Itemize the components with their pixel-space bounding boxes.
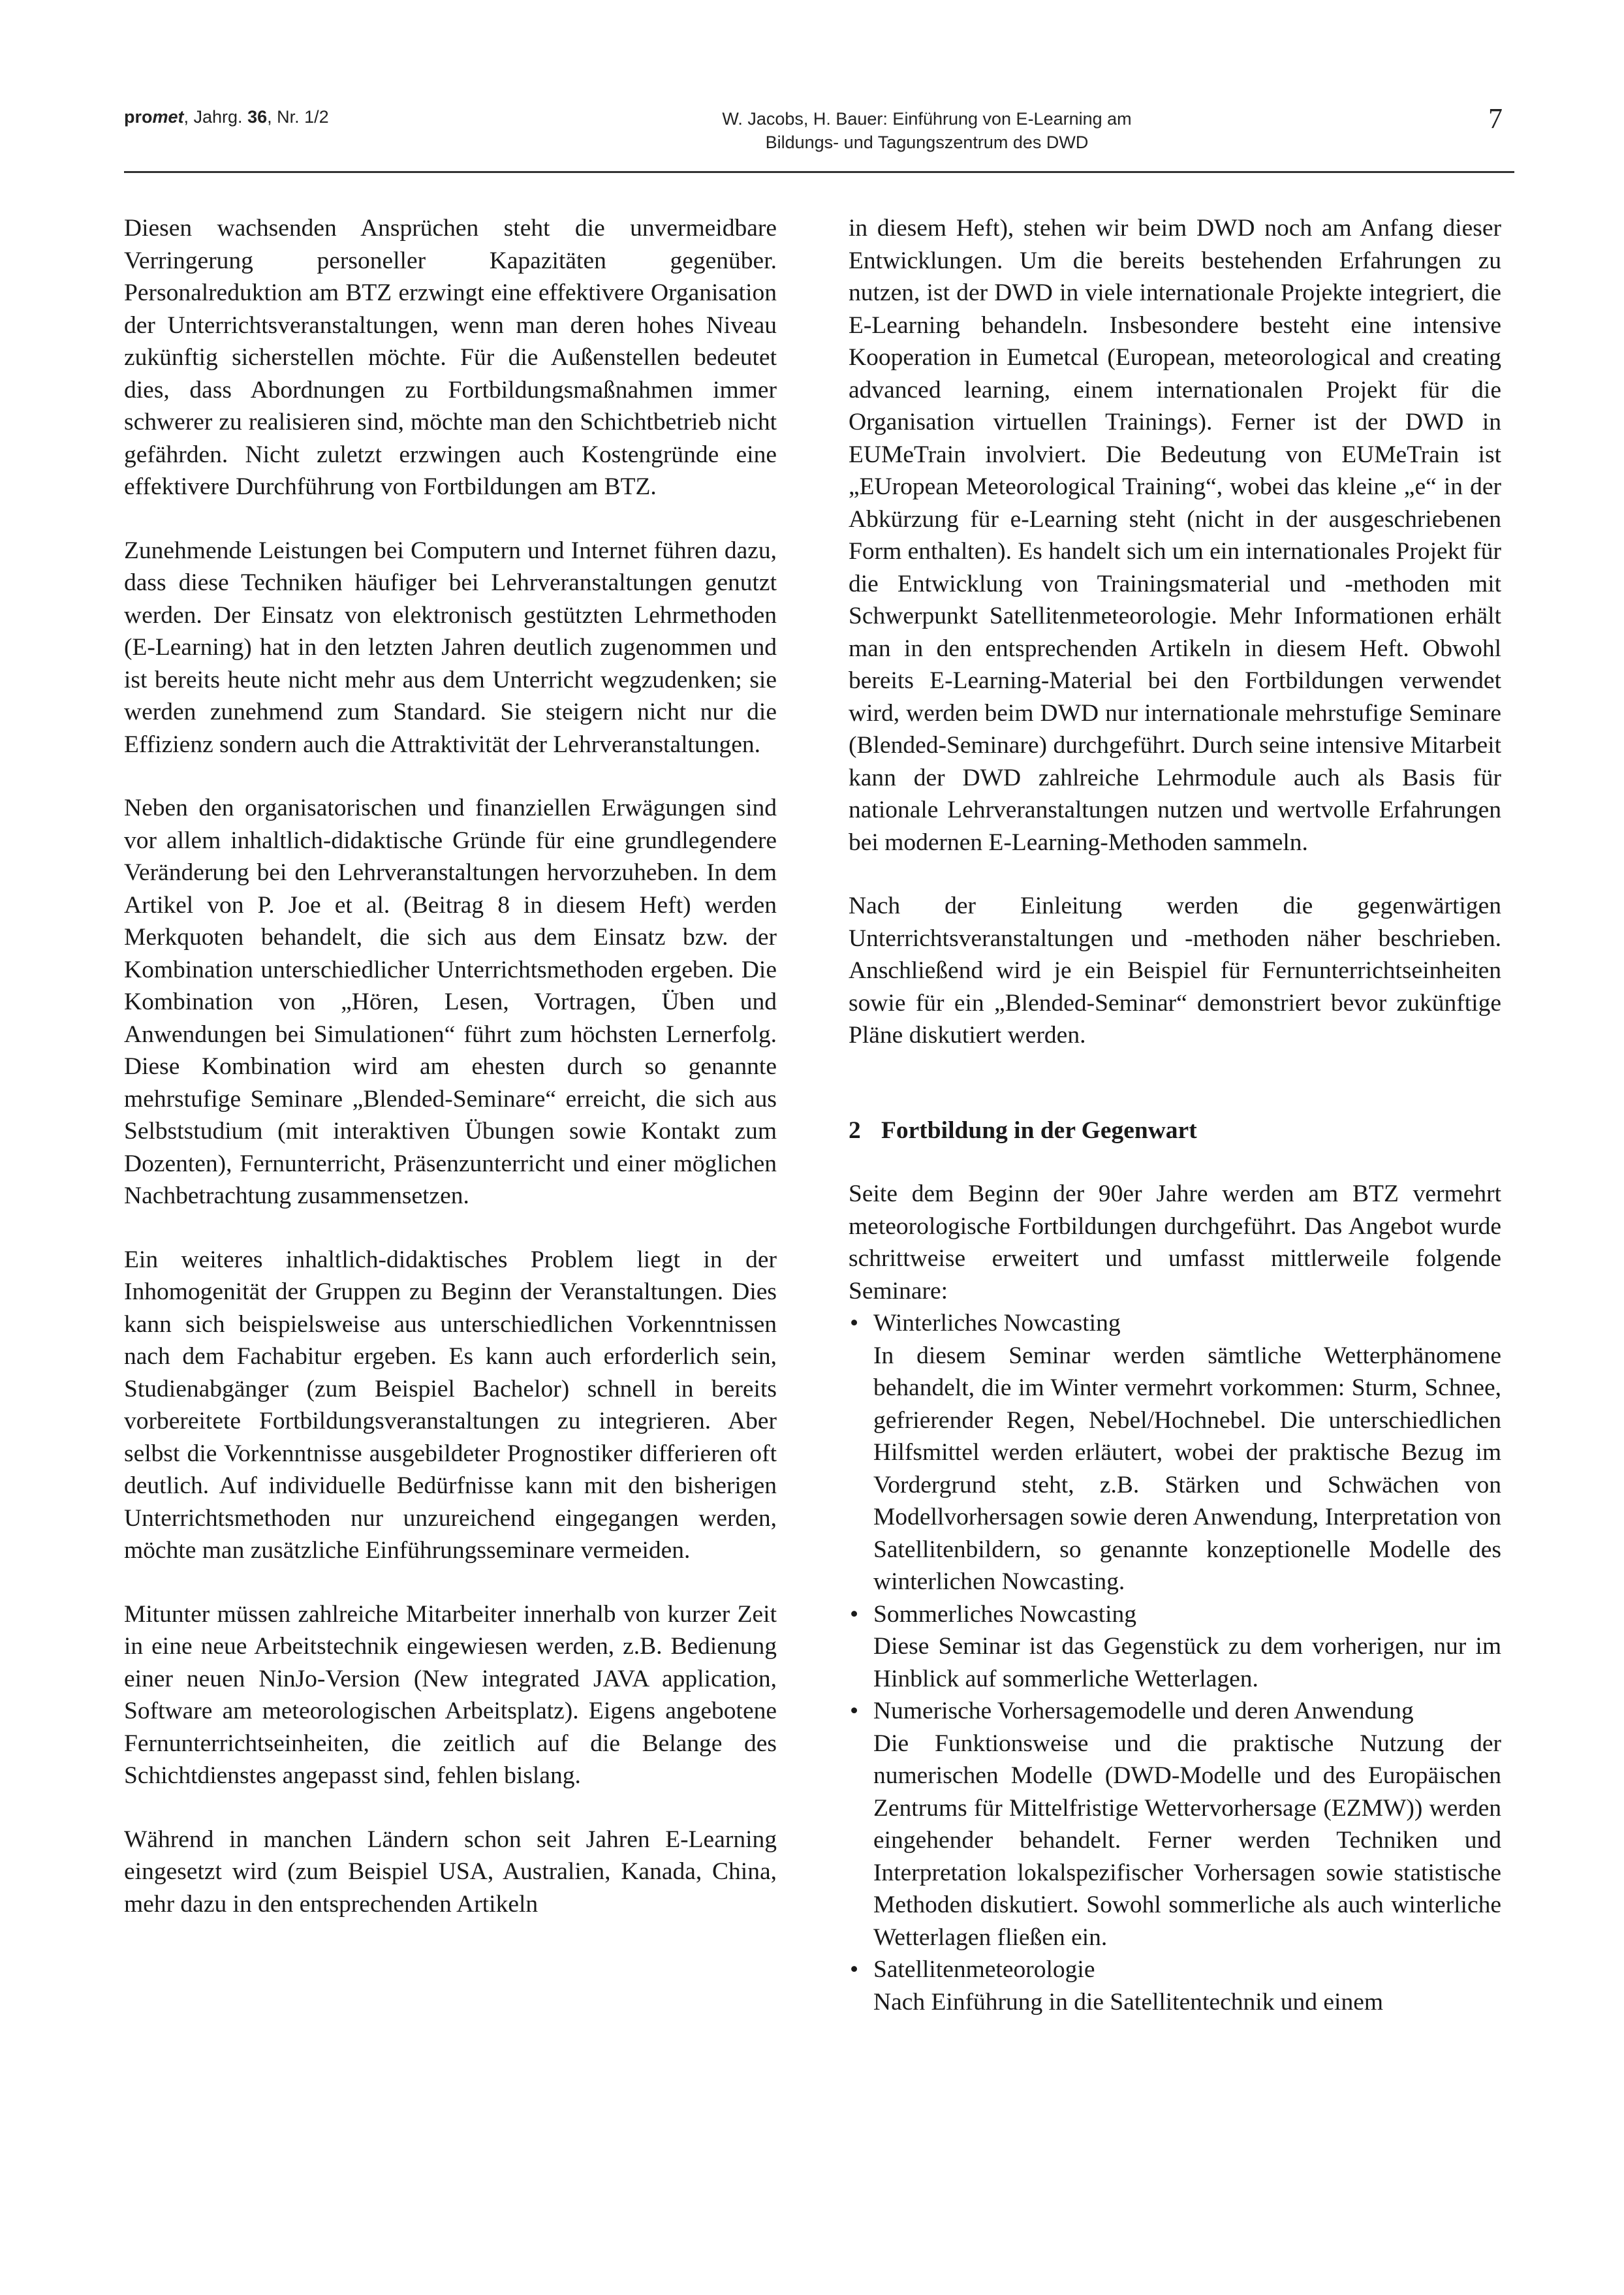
page-number: 7 [1488, 103, 1503, 135]
header-title-line-1: W. Jacobs, H. Bauer: Einführung von E-Learning am [722, 109, 1132, 129]
section-number: 2 [849, 1116, 861, 1144]
paragraph: Diesen wachsenden Ansprüchen steht die unvermeidbare Verringerung personeller Kapazitäten gegenüber. Personalreduktion am BTZ erzwingt eine effektivere Organisation der Unterrichtsveranstaltungen, wenn man deren hohes Niveau zukünftig sicherstellen möchte. Für die Außenstellen bedeutet dies, dass Abordnungen zu Fortbildungsmaßnahmen immer schwerer zu realisieren sind, möchte man den Schichtbetrieb nicht gefährden. Nicht zuletzt erzwingen auch Kostengründe eine effektivere Durchführung von Fortbildungen am BTZ. [124, 215, 777, 500]
seminar-list [849, 1307, 1501, 2018]
right-column [849, 212, 1501, 2018]
left-column [124, 212, 777, 1952]
paragraph: Neben den organisatorischen und finanziellen Erwägungen sind vor allem inhaltlich-didaktische Gründe für eine grundlegendere Veränderung bei den Lehrveranstaltungen hervorzuheben. In dem Artikel von P. Joe et al. (Beitrag 8 in diesem Heft) werden Merkquoten behandelt, die sich aus dem Einsatz bzw. der Kombination unterschiedlicher Unterrichtsmethoden ergeben. Die Kombination von „Hören, Lesen, Vortragen, Üben und Anwendungen bei Simulationen“ führt zum höchsten Lernerfolg. Diese Kombination wird am ehesten durch so genannte mehrstufige Seminare „Blended-Seminare“ erreicht, die sich aus Selbststudium (mit interaktiven Übungen sowie Kontakt zum Dozenten), Fernunterricht, Präsenzunterricht und einer möglichen Nachbetrachtung zusammensetzen. [124, 795, 777, 1209]
bullet-icon: • [850, 1698, 859, 1724]
seminar-title: Winterliches Nowcasting [873, 1310, 1121, 1337]
seminar-description: Nach Einführung in die Satellitentechnik und einem [873, 1988, 1384, 2016]
bullet-icon: • [850, 1956, 859, 1983]
list-item [849, 1307, 1501, 1598]
bullet-icon: • [850, 1310, 859, 1337]
seminar-description: Die Funktionsweise und die praktische Nutzung der numerischen Modelle (DWD-Modelle und des Europäischen Zentrums für Mittelfristige Wettervorhersage (EZMW)) werden eingehender behandelt. Ferner werden Techniken und Interpretation lokalspezifischer Vorhersagen sowie statistische Methoden diskutiert. Sowohl sommerliche als auch winterliche Wetterlagen fließen ein. [873, 1730, 1501, 1951]
paragraph: Nach der Einleitung werden die gegenwärtigen Unterrichtsveranstaltungen und -methoden näher beschrieben. Anschließend wird je ein Beispiel für Fernunterrichtseinheiten sowie für ein „Blended-Seminar“ demonstriert bevor zukünftige Pläne diskutiert werden. [849, 893, 1501, 1049]
list-item [849, 1598, 1501, 1696]
seminar-title: Numerische Vorhersagemodelle und deren Anwendung [873, 1698, 1414, 1724]
journal-citation: promet, Jahrg. 36, Nr. 1/2 [124, 107, 329, 127]
paragraph: Mitunter müssen zahlreiche Mitarbeiter innerhalb von kurzer Zeit in eine neue Arbeitstechnik eingewiesen werden, z.B. Bedienung einer neuen NinJo-Version (New integrated JAVA application, Software am meteorologischen Arbeitsplatz). Eigens angebotene Fernunterrichtseinheiten, die zeitlich auf die Belange des Schichtdienstes angepasst sind, fehlen bislang. [124, 1600, 777, 1789]
section-heading [849, 1115, 1501, 1147]
paragraph: in diesem Heft), stehen wir beim DWD noch am Anfang dieser Entwicklungen. Um die bereits bestehenden Erfahrungen zu nutzen, ist der DWD in viele internationale Projekte integriert, die E-Learning behandeln. Insbesondere besteht eine intensive Kooperation in Eumetcal (European, meteorological and creating advanced learning, einem internationalen Projekt für die Organisation virtuellen Trainings). Ferner ist der DWD in EUMeTrain involviert. Die Bedeutung von EUMeTrain ist „EUropean Meteorological Training“, wobei das kleine „e“ in der Abkürzung für e-Learning steht (nicht in der ausgeschriebenen Form enthalten). Es handelt sich um ein internationales Projekt für die Entwicklung von Trainingsmaterial und -methoden mit Schwerpunkt Satellitenmeteorologie. Mehr Informationen erhält man in den entsprechenden Artikeln in diesem Heft. Obwohl bereits E-Learning-Material bei den Fortbildungen verwendet wird, werden beim DWD nur internationale mehrstufige Seminare (Blended-Seminare) durchgeführt. Durch seine intensive Mitarbeit kann der DWD zahlreiche Lehrmodule auch als Basis für nationale Lehrveranstaltungen nutzen und wertvolle Erfahrungen bei modernen E-Learning-Methoden sammeln. [849, 215, 1501, 856]
journal-brand: promet [124, 107, 184, 127]
list-item [849, 1954, 1501, 2018]
paragraph: Zunehmende Leistungen bei Computern und Internet führen dazu, dass diese Techniken häufiger bei Lehrveranstaltungen genutzt werden. Der Einsatz von elektronisch gestützten Lehrmethoden (E-Learning) hat in den letzten Jahren deutlich zugenommen und ist bereits heute nicht mehr aus dem Unterricht wegzudenken; sie werden zunehmend zum Standard. Sie steigern nicht nur die Effizienz sondern auch die Attraktivität der Lehrveranstaltungen. [124, 537, 777, 758]
paragraph: Ein weiteres inhaltlich-didaktisches Problem liegt in der Inhomogenität der Gruppen zu Beginn der Veranstaltungen. Dies kann sich beispielsweise aus unterschiedlichen Vorkenntnissen nach dem Fachabitur ergeben. Es kann auch erforderlich sein, Studienabgänger (zum Beispiel Bachelor) schnell in bereits vorbereitete Fortbildungsveranstaltungen zu integrieren. Aber selbst die Vorkenntnisse ausgebildeter Prognostiker differieren oft deutlich. Auf individuelle Bedürfnisse kann mit den bisherigen Unterrichtsmethoden nur unzureichend eingegangen werden, möchte man zusätzliche Einführungsseminare vermeiden. [124, 1246, 777, 1564]
bullet-icon: • [850, 1600, 859, 1628]
header-rule [124, 171, 1514, 173]
article-title-header [672, 107, 1181, 154]
seminar-description: In diesem Seminar werden sämtliche Wetterphänomene behandelt, die im Winter vermehrt vorkommen: Sturm, Schnee, gefrierender Regen, Nebel/Hochnebel. Die unterschiedlichen Hilfsmittel werden erläutert, wobei der praktische Bezug im Vordergrund steht, z.B. Stärken und Schwächen von Modellvorhersagen sowie deren Anwendung, Interpretation von Satellitenbildern, so genannte konzeptionelle Modelle des winterlichen Nowcasting. [873, 1342, 1501, 1595]
paragraph: Während in manchen Ländern schon seit Jahren E-Learning eingesetzt wird (zum Beispiel USA, Australien, Kanada, China, mehr dazu in den entsprechenden Artikeln [124, 1826, 777, 1918]
section-intro: Seite dem Beginn der 90er Jahre werden am BTZ vermehrt meteorologische Fortbildungen durchgeführt. Das Angebot wurde schrittweise erweitert und umfasst mittlerweile folgende Seminare: [849, 1180, 1501, 1305]
journal-volume: 36 [247, 107, 268, 127]
seminar-title: Satellitenmeteorologie [873, 1956, 1095, 1983]
header-title-line-2: Bildungs- und Tagungszentrum des DWD [765, 133, 1089, 152]
section-title: Fortbildung in der Gegenwart [881, 1116, 1197, 1144]
seminar-title: Sommerliches Nowcasting [873, 1600, 1137, 1628]
list-item [849, 1695, 1501, 1954]
running-head [124, 98, 1514, 170]
seminar-description: Diese Seminar ist das Gegenstück zu dem vorherigen, nur im Hinblick auf sommerliche Wetterlagen. [873, 1633, 1501, 1692]
